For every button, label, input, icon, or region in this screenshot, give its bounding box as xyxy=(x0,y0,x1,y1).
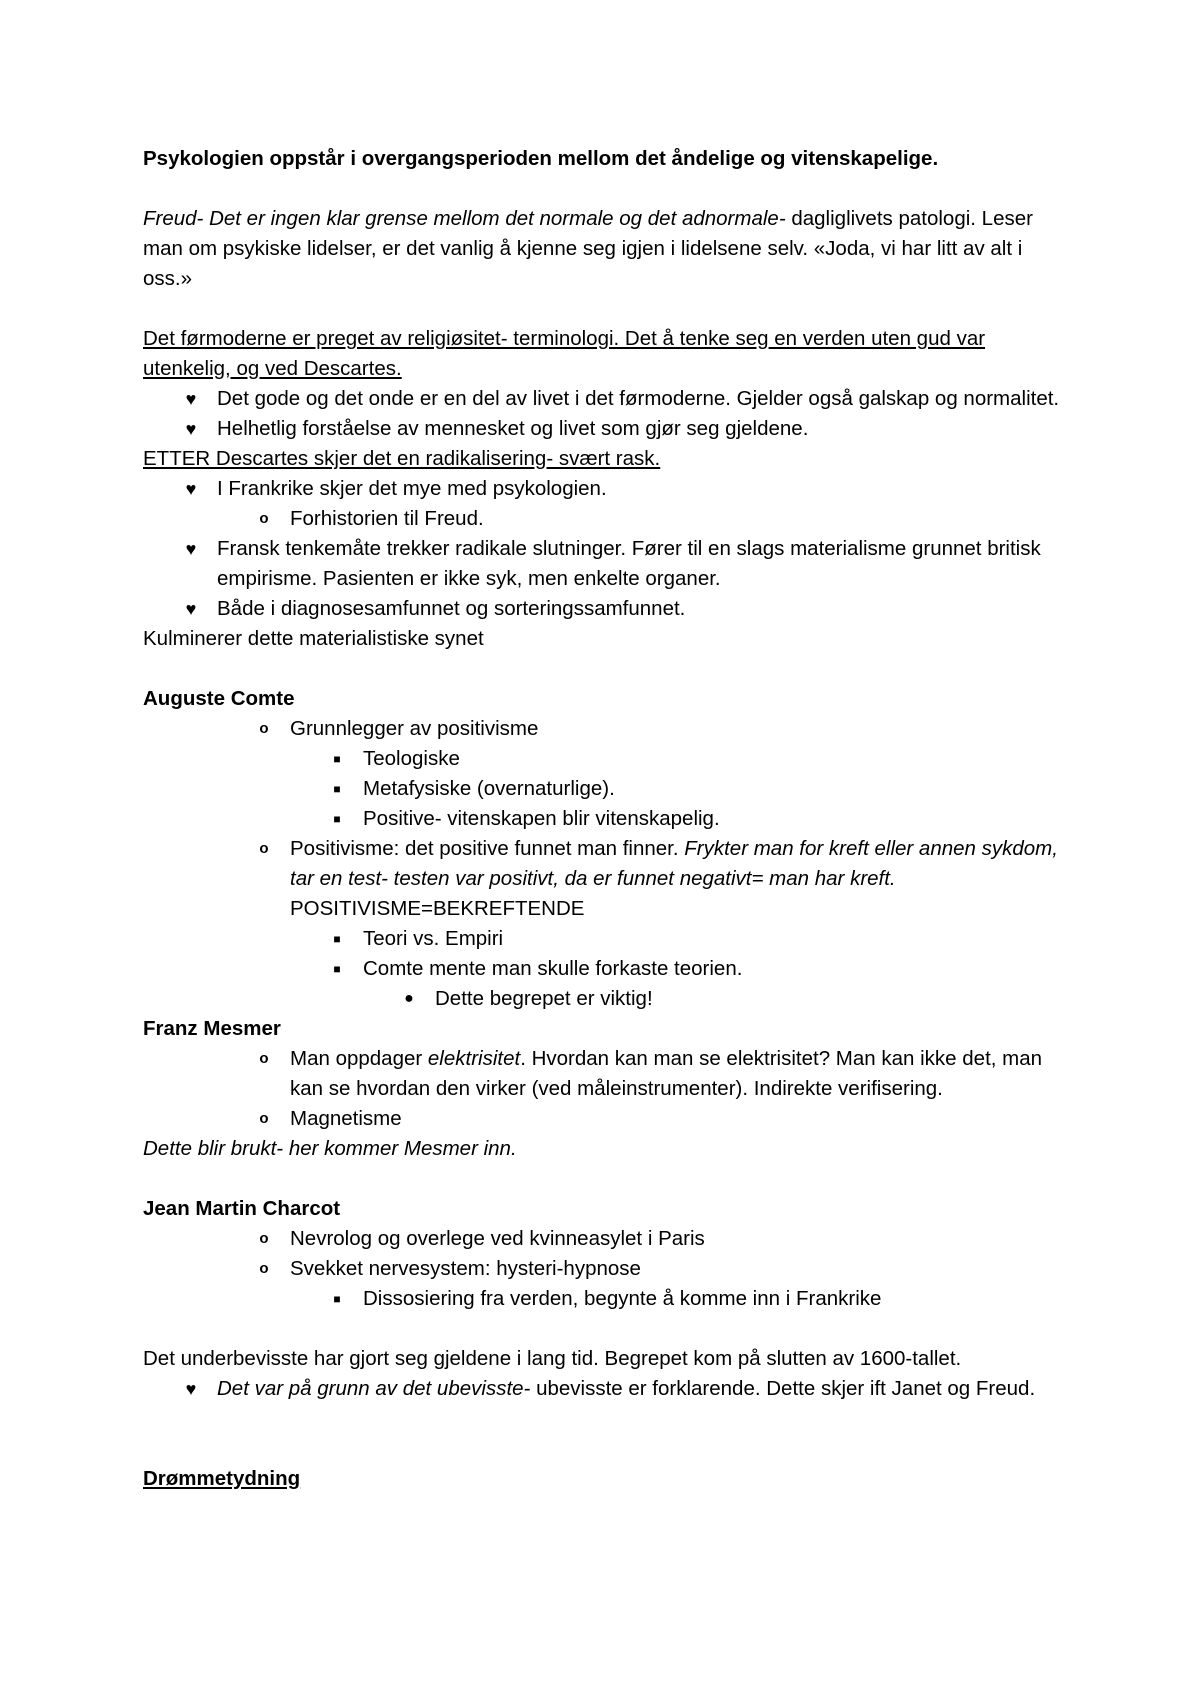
heart-bullet-icon: ♥ xyxy=(185,419,197,439)
heart-bullet-icon: ♥ xyxy=(185,539,197,559)
freud-paragraph-rest: dagliglivets patologi. Leser man om psykiske lidelser, er det vanlig å kjenne seg igjen i lidelsene selv. «Joda, vi har litt av alt i oss.» xyxy=(143,207,1033,290)
square-bullet-icon: ■ xyxy=(333,812,341,826)
list-item: ♥ I Frankrike skjer det mye med psykologien. xyxy=(143,474,1073,504)
list-item: ■ Metafysiske (overnaturlige). xyxy=(143,774,1073,804)
circle-bullet-icon: o xyxy=(259,510,269,527)
circle-bullet-icon: o xyxy=(259,1050,269,1067)
list-item: ♥ Både i diagnosesamfunnet og sorteringssamfunnet. xyxy=(143,594,1073,624)
circle-bullet-icon: o xyxy=(259,720,269,737)
circle-bullet-icon: o xyxy=(259,840,269,857)
freud-paragraph xyxy=(143,204,1073,294)
list-item: ■ Positive- vitenskapen blir vitenskapelig. xyxy=(143,804,1073,834)
list-item: o Nevrolog og overlege ved kvinneasylet i Paris xyxy=(143,1224,1073,1254)
square-bullet-icon: ■ xyxy=(333,932,341,946)
list-item: ■ Teori vs. Empiri xyxy=(143,924,1073,954)
list-item: o Man oppdager elektrisitet. Hvordan kan man se elektrisitet? Man kan ikke det, man kan se hvordan den virker (ved måleinstrumenter). Indirekte verifisering. xyxy=(143,1044,1073,1104)
mesmer-closing: Dette blir brukt- her kommer Mesmer inn. xyxy=(143,1137,517,1160)
underbevisste-paragraph: Det underbevisste har gjort seg gjeldene i lang tid. Begrepet kom på slutten av 1600-tallet. xyxy=(143,1347,962,1370)
square-bullet-icon: ■ xyxy=(333,962,341,976)
list-item: ● Dette begrepet er viktig! xyxy=(143,984,1073,1014)
list-item: o Svekket nervesystem: hysteri-hypnose xyxy=(143,1254,1073,1284)
mesmer-title: Franz Mesmer xyxy=(143,1017,281,1040)
heart-bullet-icon: ♥ xyxy=(185,479,197,499)
list-item: o Grunnlegger av positivisme xyxy=(143,714,1073,744)
dot-bullet-icon: ● xyxy=(404,990,414,1007)
list-item: o Forhistorien til Freud. xyxy=(143,504,1073,534)
heart-bullet-icon: ♥ xyxy=(185,389,197,409)
list-item: ♥ Fransk tenkemåte trekker radikale slutninger. Fører til en slags materialisme grunnet britisk empirisme. Pasienten er ikke syk, men enkelte organer. xyxy=(143,534,1073,594)
list-item: ♥ Det gode og det onde er en del av livet i det førmoderne. Gjelder også galskap og normalitet. xyxy=(143,384,1073,414)
document-page xyxy=(143,144,1073,1494)
list-item: ♥ Det var på grunn av det ubevisste- ubevisste er forklarende. Dette skjer ift Janet og Freud. xyxy=(143,1374,1073,1404)
list-item: ■ Comte mente man skulle forkaste teorien. xyxy=(143,954,1073,984)
list-item: ■ Teologiske xyxy=(143,744,1073,774)
formoderne-title: Det førmoderne er preget av religiøsitet- terminologi. Det å tenke seg en verden uten gud var utenkelig, og ved Descartes. xyxy=(143,327,986,380)
circle-bullet-icon: o xyxy=(259,1260,269,1277)
etter-title: ETTER Descartes skjer det en radikalisering- svært rask. xyxy=(143,447,661,470)
drommetydning-heading: Drømmetydning xyxy=(143,1467,301,1490)
etter-closing: Kulminerer dette materialistiske synet xyxy=(143,627,484,650)
list-item: o Magnetisme xyxy=(143,1104,1073,1134)
document-heading: Psykologien oppstår i overgangsperioden mellom det åndelige og vitenskapelige. xyxy=(143,147,939,170)
heart-bullet-icon: ♥ xyxy=(185,1379,197,1399)
list-item: ♥ Helhetlig forståelse av mennesket og livet som gjør seg gjeldene. xyxy=(143,414,1073,444)
list-item: o Positivisme: det positive funnet man finner. Frykter man for kreft eller annen sykdom, tar en test- testen var positivt, da er funnet negativt= man har kreft. POSITIVISME=BEKREFTENDE xyxy=(143,834,1073,924)
freud-quote: Freud- Det er ingen klar grense mellom det normale og det adnormale- xyxy=(143,207,786,230)
heart-bullet-icon: ♥ xyxy=(185,599,197,619)
circle-bullet-icon: o xyxy=(259,1230,269,1247)
comte-title: Auguste Comte xyxy=(143,687,295,710)
list-item: ■ Dissosiering fra verden, begynte å komme inn i Frankrike xyxy=(143,1284,1073,1314)
square-bullet-icon: ■ xyxy=(333,1292,341,1306)
square-bullet-icon: ■ xyxy=(333,782,341,796)
charcot-title: Jean Martin Charcot xyxy=(143,1197,341,1220)
square-bullet-icon: ■ xyxy=(333,752,341,766)
circle-bullet-icon: o xyxy=(259,1110,269,1127)
